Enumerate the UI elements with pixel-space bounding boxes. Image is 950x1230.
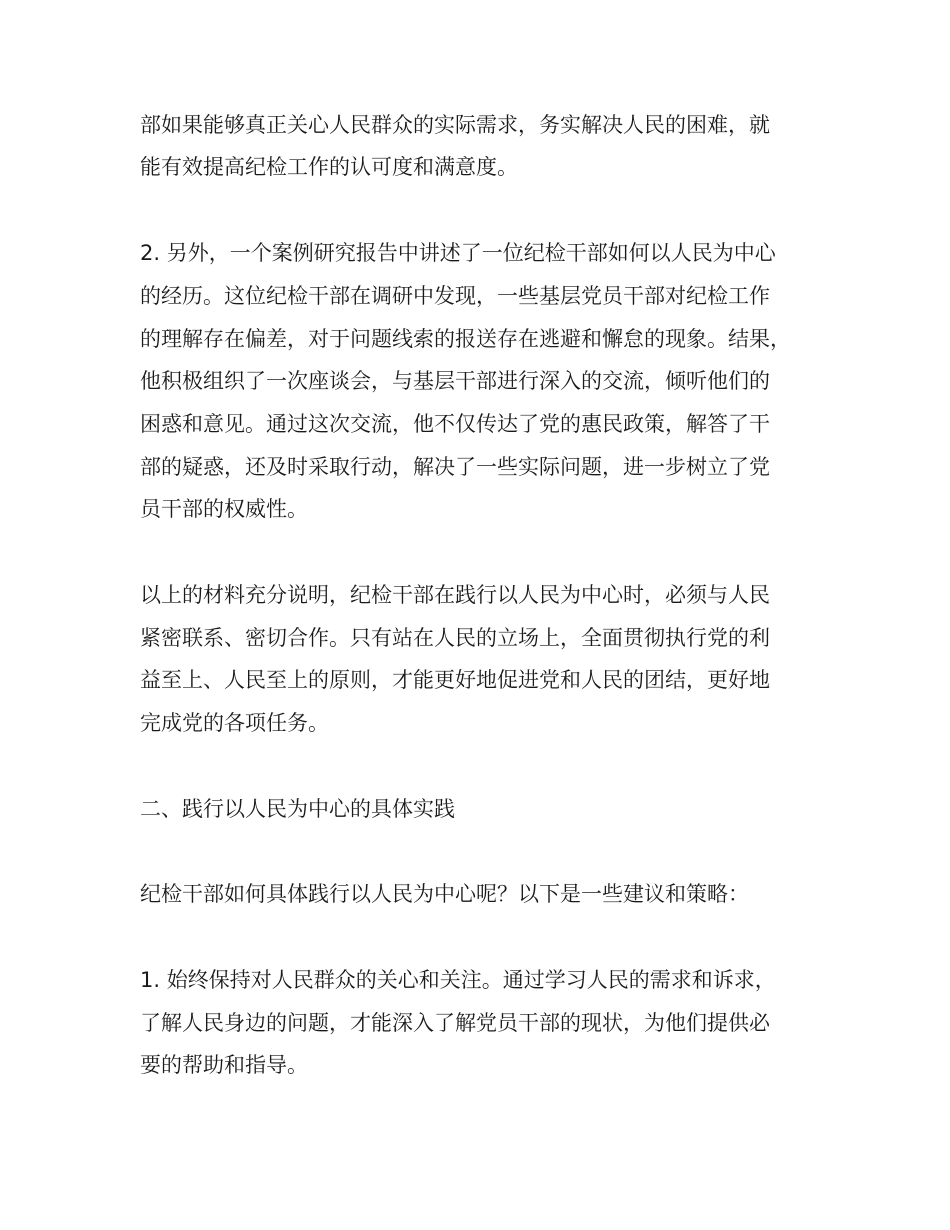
- paragraph-line: 的经历。这位纪检干部在调研中发现，一些基层党员干部对纪检工作: [140, 284, 770, 308]
- paragraph-line: 完成党的各项任务。: [140, 711, 329, 735]
- paragraph-line: 纪检干部如何具体践行以人民为中心呢？以下是一些建议和策略：: [140, 882, 749, 906]
- paragraph-line: 以上的材料充分说明，纪检干部在践行以人民为中心时，必须与人民: [140, 583, 770, 607]
- paragraph-line: 能有效提高纪检工作的认可度和满意度。: [140, 155, 518, 179]
- paragraph-line: 员干部的权威性。: [140, 497, 308, 521]
- paragraph-line: 部如果能够真正关心人民群众的实际需求，务实解决人民的困难，就: [140, 113, 770, 137]
- paragraph-line: 的理解存在偏差，对于问题线索的报送存在逃避和懈怠的现象。结果，: [140, 327, 791, 351]
- paragraph-line: 益至上、人民至上的原则，才能更好地促进党和人民的团结，更好地: [140, 668, 770, 692]
- paragraph-line: 他积极组织了一次座谈会，与基层干部进行深入的交流，倾听他们的: [140, 369, 770, 393]
- paragraph-line: 了解人民身边的问题，才能深入了解党员干部的现状，为他们提供必: [140, 1011, 770, 1035]
- paragraph-line: 要的帮助和指导。: [140, 1053, 308, 1077]
- paragraph-line: 困惑和意见。通过这次交流，他不仅传达了党的惠民政策，解答了干: [140, 412, 770, 436]
- paragraph-line: 部的疑惑，还及时采取行动，解决了一些实际问题，进一步树立了党: [140, 455, 770, 479]
- paragraph-line: 2. 另外，一个案例研究报告中讲述了一位纪检干部如何以人民为中心: [140, 241, 776, 265]
- paragraph-line: 紧密联系、密切合作。只有站在人民的立场上，全面贯彻执行党的利: [140, 626, 770, 650]
- section-heading: 二、践行以人民为中心的具体实践: [140, 797, 455, 821]
- paragraph-line: 1. 始终保持对人民群众的关心和关注。通过学习人民的需求和诉求，: [140, 968, 776, 992]
